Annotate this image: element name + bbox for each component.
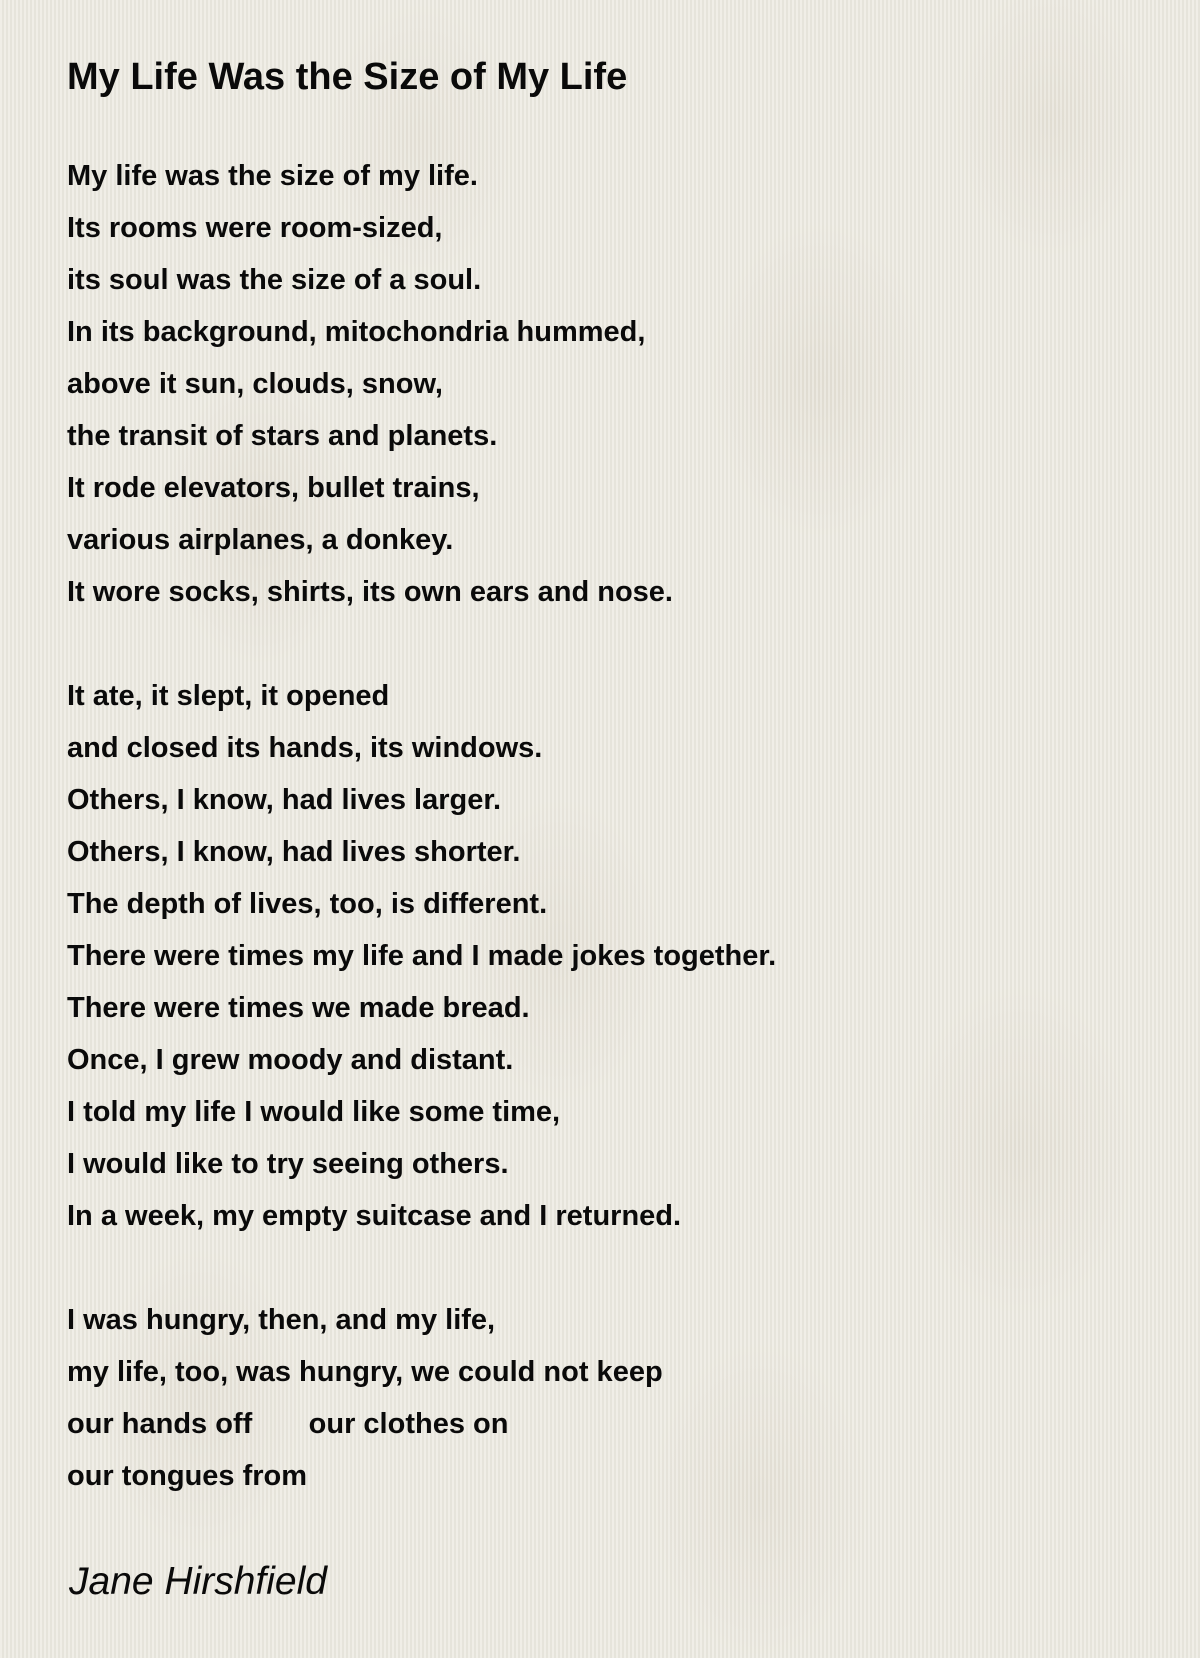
poem-line: above it sun, clouds, snow, [67, 368, 443, 400]
poem-line: In its background, mitochondria hummed, [67, 316, 646, 348]
stanza-break [67, 1242, 1167, 1294]
poem-line: Its rooms were room-sized, [67, 212, 443, 244]
stanza-2 [67, 670, 1167, 1242]
poem-line: I would like to try seeing others. [67, 1148, 509, 1180]
poem-line: My life was the size of my life. [67, 160, 478, 192]
poem-line: and closed its hands, its windows. [67, 732, 543, 764]
poem-line: our hands off our clothes on [67, 1408, 509, 1440]
poem-line: its soul was the size of a soul. [67, 264, 482, 296]
poem-line: In a week, my empty suitcase and I returned. [67, 1200, 682, 1232]
poem-line: Once, I grew moody and distant. [67, 1044, 514, 1076]
poem-title: My Life Was the Size of My Life [67, 56, 628, 98]
poem-line: I was hungry, then, and my life, [67, 1304, 496, 1336]
poem-line: my life, too, was hungry, we could not keep [67, 1356, 663, 1388]
poem-author: Jane Hirshfield [69, 1560, 327, 1603]
poem-line: I told my life I would like some time, [67, 1096, 561, 1128]
stanza-1 [67, 150, 1167, 618]
stanza-break [67, 618, 1167, 670]
poem-line: our tongues from [67, 1460, 308, 1492]
poem-line: various airplanes, a donkey. [67, 524, 454, 556]
stanza-3 [67, 1294, 1167, 1502]
poem-line: It wore socks, shirts, its own ears and nose. [67, 576, 673, 608]
poem-line: It ate, it slept, it opened [67, 680, 390, 712]
poem-line: Others, I know, had lives shorter. [67, 836, 521, 868]
poem-line: Others, I know, had lives larger. [67, 784, 502, 816]
poem-line: There were times my life and I made jokes together. [67, 940, 777, 972]
poem-line: There were times we made bread. [67, 992, 530, 1024]
poem-line: The depth of lives, too, is different. [67, 888, 548, 920]
poem-line: the transit of stars and planets. [67, 420, 498, 452]
poem-line: It rode elevators, bullet trains, [67, 472, 480, 504]
poem-body [67, 150, 1167, 1502]
